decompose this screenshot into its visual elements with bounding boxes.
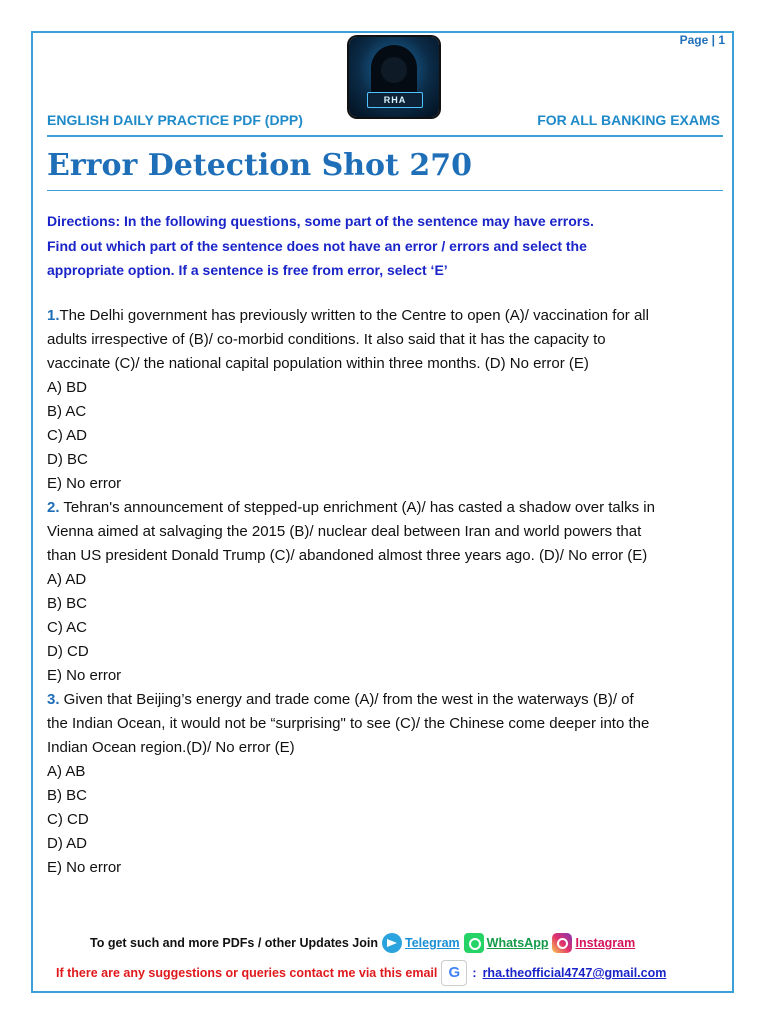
question-number: 2. <box>47 499 60 516</box>
face-shadow <box>381 57 407 83</box>
question-2-line: Vienna aimed at salvaging the 2015 (B)/ nuclear deal between Iran and world powers that <box>47 523 642 540</box>
option: C) AD <box>47 427 88 444</box>
footer-contact <box>56 960 666 986</box>
option: E) No error <box>47 859 122 876</box>
page-number: Page | 1 <box>679 33 725 47</box>
title-divider <box>47 190 723 191</box>
question-1-line <box>47 304 737 328</box>
question-text: The Delhi government has previously written to the Centre to open (A)/ vaccination for all <box>59 307 649 324</box>
directions <box>47 209 723 283</box>
directions-line: Find out which part of the sentence does not have an error / errors and select the <box>47 237 587 254</box>
option: D) AD <box>47 835 88 852</box>
option: D) CD <box>47 643 89 660</box>
rha-logo <box>349 37 439 117</box>
question-3-line: the Indian Ocean, it would not be “surprising" to see (C)/ the Chinese come deeper into the <box>47 715 650 732</box>
page-title: Error Detection Shot 270 <box>47 148 472 183</box>
question-3-line <box>47 688 737 712</box>
footer-join <box>90 933 635 953</box>
question-2-line <box>47 496 737 520</box>
instagram-link[interactable]: Instagram <box>575 936 636 950</box>
instagram-icon[interactable] <box>552 933 572 953</box>
google-icon: G <box>441 960 467 986</box>
question-number: 3. <box>47 691 60 708</box>
contact-text: If there are any suggestions or queries contact me via this email <box>56 966 438 980</box>
option: E) No error <box>47 667 122 684</box>
option: A) BD <box>47 379 88 396</box>
option: A) AD <box>47 571 87 588</box>
option: C) CD <box>47 811 89 828</box>
questions-list <box>47 304 737 880</box>
question-3-line: Indian Ocean region.(D)/ No error (E) <box>47 739 295 756</box>
option: D) BC <box>47 451 88 468</box>
question-text: Given that Beijing’s energy and trade come (A)/ from the west in the waterways (B)/ of <box>59 691 634 708</box>
question-1-line: adults irrespective of (B)/ co-morbid conditions. It also said that it has the capacity to <box>47 331 606 348</box>
header-right: FOR ALL BANKING EXAMS <box>537 112 720 128</box>
option: A) AB <box>47 763 86 780</box>
telegram-icon[interactable] <box>382 933 402 953</box>
question-1-line: vaccinate (C)/ the national capital population within three months. (D) No error (E) <box>47 355 589 372</box>
whatsapp-link[interactable]: WhatsApp <box>486 936 549 950</box>
join-text: To get such and more PDFs / other Updates Join <box>90 936 379 950</box>
option: E) No error <box>47 475 122 492</box>
header-left: ENGLISH DAILY PRACTICE PDF (DPP) <box>47 112 303 128</box>
email-link[interactable]: rha.theofficial4747@gmail.com <box>482 966 667 980</box>
header-divider <box>47 135 723 137</box>
telegram-link[interactable]: Telegram <box>405 936 460 950</box>
option: B) BC <box>47 595 88 612</box>
option: B) BC <box>47 787 88 804</box>
option: B) AC <box>47 403 87 420</box>
directions-line: Directions: In the following questions, some part of the sentence may have errors. <box>47 213 594 229</box>
question-text: Tehran's announcement of stepped-up enrichment (A)/ has casted a shadow over talks in <box>59 499 655 516</box>
colon: : <box>472 966 477 980</box>
question-2-line: than US president Donald Trump (C)/ abandoned almost three years ago. (D)/ No error (E) <box>47 547 648 564</box>
option: C) AC <box>47 619 88 636</box>
question-number: 1. <box>47 307 60 324</box>
logo-text: RHA <box>367 92 423 108</box>
whatsapp-icon[interactable] <box>464 933 484 953</box>
directions-line: appropriate option. If a sentence is free from error, select ‘E’ <box>47 262 448 278</box>
